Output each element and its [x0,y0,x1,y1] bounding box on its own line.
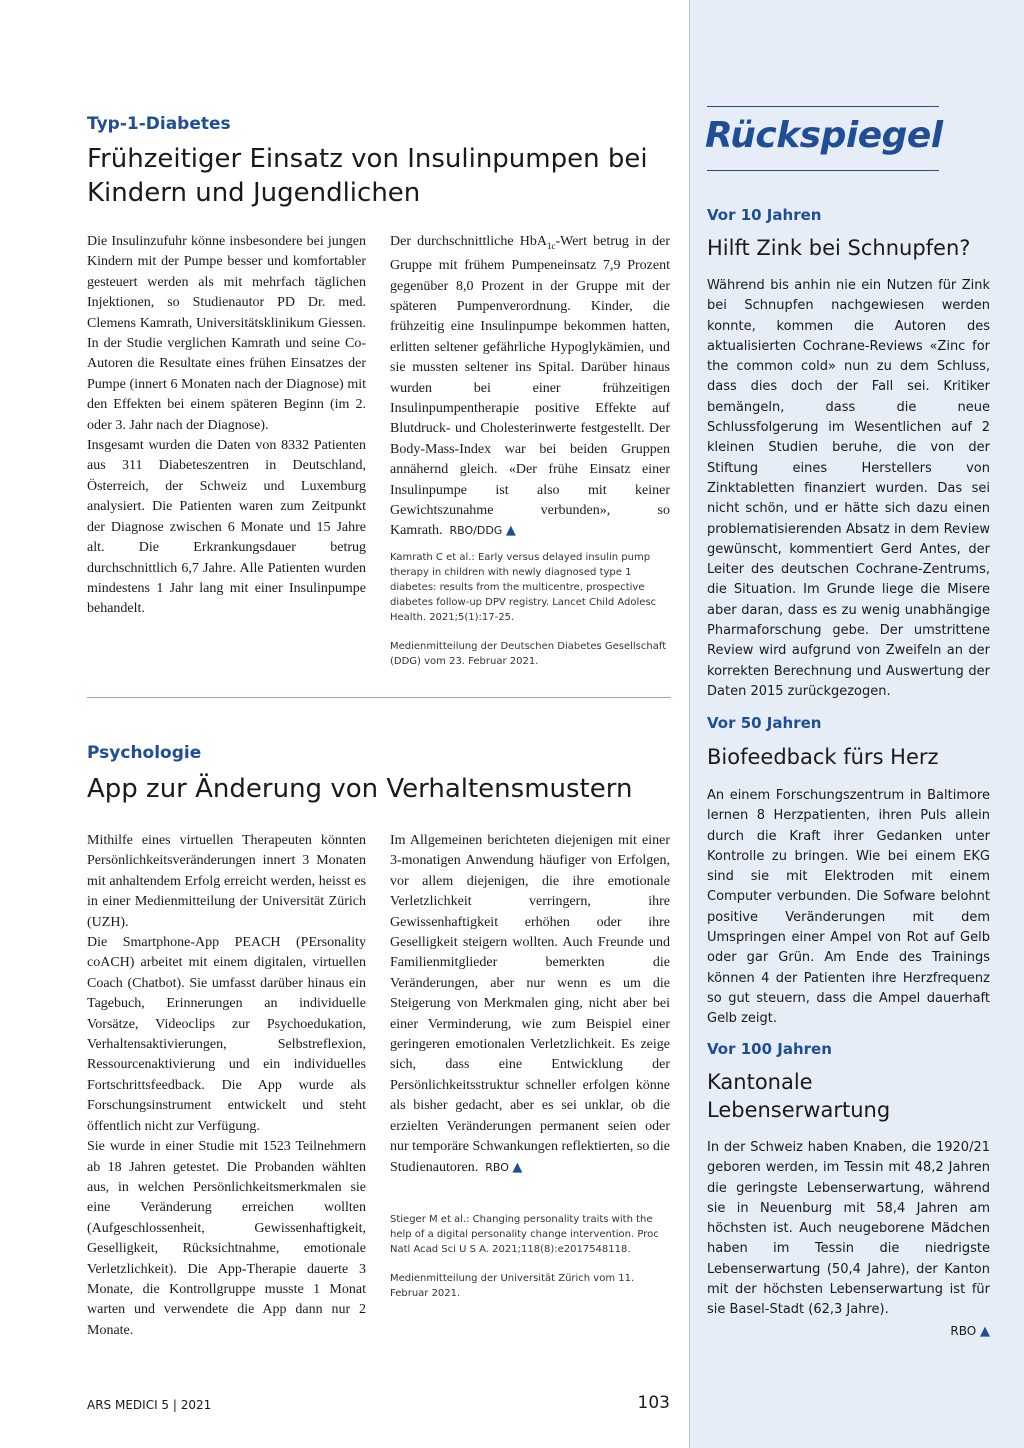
article2-paragraph: Sie wurde in einer Studie mit 1523 Teilnehmern ab 18 Jahren getestet. Die Probanden wählten aus, in welchen Persönlichkeitsmerkmalen sie eine Veränderung erreichen wollten (Aufgeschlossenheit, Gewissenhaftigkeit, Geselligkeit, Rücksichtnahme, emotionale Verletzlichkeit). Die App-Therapie dauerte 3 Monate, die Kontrollgruppe musste 1 Monat warten und verwendete die App dann nur 2 Monate. [87,1139,366,1338]
article-divider [87,697,671,698]
end-mark-icon: ▲ [512,1159,523,1175]
article1-references [390,550,670,683]
sidebar-title: Rückspiegel [705,115,943,156]
article1-signature [449,524,515,537]
article1-paragraph [390,232,670,542]
end-mark-icon: ▲ [980,1324,990,1339]
article1-source: Medienmitteilung der Deutschen Diabetes Gesellschaft (DDG) vom 23. Februar 2021. [390,641,667,667]
sidebar-title-rule [707,170,939,171]
article2-paragraph [390,831,670,1178]
signature-text: RBO [950,1324,977,1338]
article2-signature [485,1161,522,1174]
article1-paragraph: Insgesamt wurden die Daten von 8332 Patienten aus 311 Diabeteszentren in Deutschland, Österreich, der Schweiz und Luxemburg analysiert. Die Patienten waren zum Zeitpunkt der Diagnose zwischen 6 Monate und 15 Jahre alt. Die Erkrankungsdauer betrug durchschnittlich 6,7 Jahre. Alle Patienten wurden mindestens 1 Jahr lang mit einer Insulinpumpe behandelt. [87,438,366,617]
signature-text: RBO [485,1160,509,1174]
article2-source: Medienmitteilung der Universität Zürich vom 11. Februar 2021. [390,1273,635,1299]
sidebar-section-kicker: Vor 50 Jahren [707,714,822,732]
sidebar-section-headline: Kantonale Lebenserwartung [707,1070,891,1122]
sidebar-section-text: Während bis anhin nie ein Nutzen für Zink bei Schnupfen nachgewiesen werden konnte, kommen die Autoren des aktualisierten Cochrane-Reviews «Zinc for the common cold» nun zu dem Schluss, dass dies doch der Fall sei. Kritiker bemängeln, dass die neue Schlussfolgerung im Wesentlichen auf 2 kleinen Studien beruhe, die von der Stiftung eines Herstellers von Zinktabletten finanziert wurden. Das sei nicht schön, und er hätte sich dazu einen problematisierenden Absatz in dem Review gewünscht, kommentiert Gerd Antes, der Leiter des deutschen Cochrane-Zentrums, die Situation. Im Grunde liege die Misere aber daran, dass es zu wenig unabhängige Pharmaforschung gebe. Der umstrittene Review wird aufgrund von Zweifeln an der korrekten Berechnung und Auswertung der Daten 2015 zurückgezogen. [707,278,990,699]
hba1c-subscript: 1c [546,240,556,251]
article2-references [390,1212,670,1315]
page-number: 103 [637,1393,670,1413]
sidebar-section-headline: Biofeedback fürs Herz [707,745,939,769]
sidebar-section-kicker: Vor 10 Jahren [707,206,822,224]
sidebar-section-headline: Hilft Zink bei Schnupfen? [707,236,971,260]
article2-title: App zur Änderung von Verhaltensmustern [87,774,633,804]
article1-kicker: Typ-1-Diabetes [87,114,231,134]
article2-text-segment: Im Allgemeinen berichteten diejenigen mit einer 3-monatigen Anwendung häufiger von Erfolgen, vor allem diejenigen, die ihre emotionale Verletzlichkeit verringern, ihre Gewissenhaftigkeit erhöhen oder ihre Geselligkeit steigern wollten. Auch Freunde und Familienmitglieder bemerkten die Veränderungen, aber nur wenn es um die Steigerung von Merkmalen ging, nicht aber bei einer Verminderung, wie zum Beispiel einer geringeren emotionalen Verletzlichkeit. Es zeige sich, dass eine Entwicklung der Persönlichkeitsstruktur schneller erfolgen könne als bisher gedacht, aber es sei unklar, ob die erzielten Veränderungen permanent seien oder nur temporäre Schwankungen reflektierten, so die Studienautoren. [390,833,670,1175]
sidebar-section-text: An einem Forschungszentrum in Baltimore lernen 8 Herzpatienten, ihren Puls allein durch die Kraft ihrer Gedanken unter Kontrolle zu bringen. Wie bei einem EKG sind sie mit Elektroden mit einem Computer verbunden. Die Sofware belohnt positive Veränderungen mit dem Umspringen einer Ampel von Rot auf Gelb oder gar Grün. Am Ende des Trainings können 4 der Patienten ihre Herzfrequenz so gut steuern, dass die Ampel dauerhaft Gelb zeigt. [707,788,990,1027]
article1-title: Frühzeitiger Einsatz von Insulinpumpen bei Kindern und Jugendlichen [87,144,648,208]
footer-journal: ARS MEDICI 5 | 2021 [87,1398,212,1412]
article2-paragraph: Die Smartphone-App PEACH (PErsonality coACH) arbeitet mit einem digitalen, virtuellen Coach (Chatbot). Sie umfasst darüber hinaus ein Tagebuch, Erinnerungen an individuelle Vorsätze, Videoclips zur Psychoedukation, Verhaltensaktivierungen, Selbstreflexion, Ressourcenaktivierung und ein individuelles Fortschrittsfeedback. Die App wurde als Forschungsinstrument entwickelt und steht öffentlich nicht zur Verfügung. [87,935,366,1134]
sidebar-section-kicker: Vor 100 Jahren [707,1040,832,1058]
article1-column-1 [87,232,366,620]
sidebar-top-rule [707,106,939,107]
article2-column-1 [87,831,366,1341]
signature-text: RBO/DDG [449,524,503,538]
sidebar-signature [950,1324,990,1339]
sidebar-section-text: In der Schweiz haben Knaben, die 1920/21 geboren werden, im Tessin mit 48,2 Jahren die geringste Lebenserwartung, während sie in Neuenburg mit 58,4 Jahren am höchsten ist. Auch neugeborene Mädchen haben im Tessin die niedrigste Lebenserwartung (50,4 Jahre), der Kanton mit der höchsten Lebenserwartung ist für sie Basel-Stadt (62,3 Jahre). [707,1140,990,1318]
article2-column-2 [390,831,670,1178]
end-mark-icon: ▲ [505,523,516,539]
article1-paragraph: Die Insulinzufuhr könne insbesondere bei jungen Kindern mit der Pumpe besser und komfortabler gesteuert werden als mit mehrfach täglichen Injektionen, so Studienautor PD Dr. med. Clemens Kamrath, Universitätsklinikum Giessen. In der Studie verglichen Kamrath und seine Co-Autoren die Resultate eines frühen Einsatzes der Pumpe (innert 6 Monaten nach der Diagnose) mit den Effekten bei einem späteren Beginn (im 2. oder 3. Jahr nach der Diagnose). [87,234,366,433]
article2-reference: Stieger M et al.: Changing personality traits with the help of a digital personality change intervention. Proc Natl Acad Sci U S A. 2021;118(8):e2017548118. [390,1214,659,1255]
article1-column-2 [390,232,670,542]
article1-reference: Kamrath C et al.: Early versus delayed insulin pump therapy in children with newly diagnosed type 1 diabetes: results from the multicentre, prospective diabetes follow-up DPV registry. Lancet Child Adolesc Health. 2021;5(1):17-25. [390,552,657,623]
article1-text-segment: Der durchschnittliche HbA [390,234,547,249]
article2-kicker: Psychologie [87,743,202,763]
article1-text-segment: -Wert betrug in der Gruppe mit frühem Pumpeneinsatz 7,9 Prozent gegenüber 8,0 Prozent in der Gruppe mit der späteren Pumpenverordnung. Kinder, die frühzeitig eine Insulinpumpe bekommen hatten, erlitten seltener gefährliche Hypoglykämien, und sie mussten seltener ins Spital. Darüber hinaus wurden bei einer frühzeitigen Insulinpumpentherapie positive Effekte auf Blutdruck- und Cholesterinwerte festgestellt. Der Body-Mass-Index war bei beiden Gruppen annähernd gleich. «Der frühe Einsatz einer Insulinpumpe ist also mit keiner Gewichtszunahme verbunden», so Kamrath. [390,234,670,539]
article2-paragraph: Mithilfe eines virtuellen Therapeuten könnten Persönlichkeitsveränderungen innert 3 Monaten mit anhaltendem Erfolg erreicht werden, heisst es in einer Medienmitteilung der Universität Zürich (UZH). [87,833,366,930]
